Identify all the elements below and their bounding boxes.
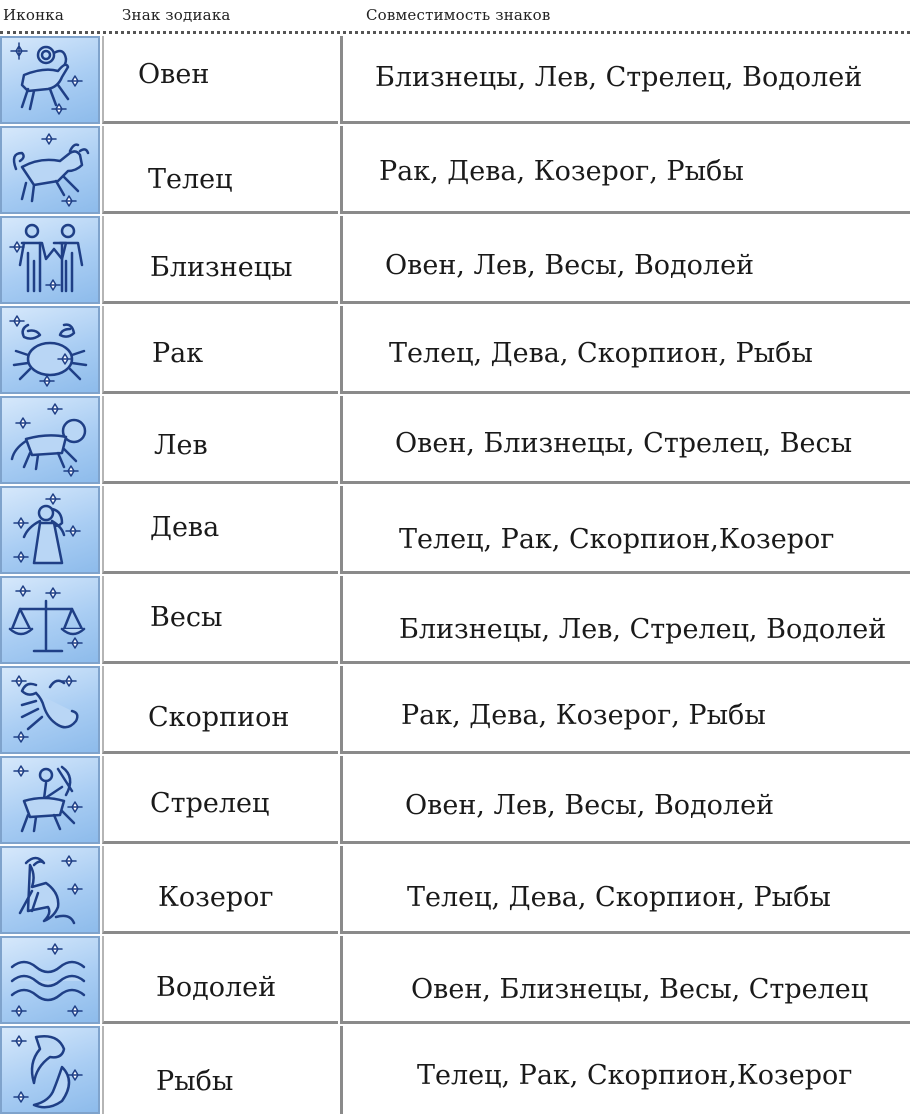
sign-name-cell [102, 216, 338, 304]
compatibility-cell [340, 576, 910, 664]
compatibility-cell [340, 396, 910, 484]
sign-name: Телец [148, 164, 233, 195]
gemini-twins-icon [0, 216, 100, 304]
sign-name: Стрелец [150, 788, 270, 819]
sign-name: Козерог [158, 882, 274, 913]
zodiac-compatibility-table [0, 36, 910, 1114]
sign-name: Овен [138, 59, 210, 90]
sign-name: Близнецы [150, 252, 293, 283]
compatibility-text: Овен, Лев, Весы, Водолей [385, 250, 755, 281]
compatibility-text: Телец, Рак, Скорпион,Козерог [399, 524, 835, 555]
table-row [0, 306, 910, 396]
table-row [0, 36, 910, 126]
column-header-icon: Иконка [3, 6, 65, 24]
compatibility-cell [340, 306, 910, 394]
compatibility-text: Телец, Рак, Скорпион,Козерог [417, 1060, 853, 1091]
compatibility-cell [340, 486, 910, 574]
table-row [0, 846, 910, 936]
sign-name-cell [102, 846, 338, 934]
table-row [0, 396, 910, 486]
sign-name-cell [102, 486, 338, 574]
sign-name-cell [102, 306, 338, 394]
sign-name-cell [102, 756, 338, 844]
table-row [0, 666, 910, 756]
aquarius-waves-icon [0, 936, 100, 1024]
compatibility-text: Рак, Дева, Козерог, Рыбы [379, 156, 744, 187]
table-row [0, 576, 910, 666]
compatibility-cell [340, 36, 910, 124]
virgo-maiden-icon [0, 486, 100, 574]
libra-scales-icon [0, 576, 100, 664]
sign-name-cell [102, 126, 338, 214]
sign-name: Весы [150, 602, 223, 633]
compatibility-text: Овен, Близнецы, Стрелец, Весы [395, 428, 853, 459]
compatibility-cell [340, 126, 910, 214]
capricorn-goat-icon [0, 846, 100, 934]
compatibility-text: Близнецы, Лев, Стрелец, Водолей [399, 614, 887, 645]
table-row [0, 486, 910, 576]
column-header-sign: Знак зодиака [122, 6, 231, 24]
compatibility-cell [340, 756, 910, 844]
sign-name-cell [102, 666, 338, 754]
table-header [0, 0, 910, 34]
aries-ram-icon [0, 36, 100, 124]
compatibility-text: Овен, Близнецы, Весы, Стрелец [411, 974, 869, 1005]
compatibility-text: Близнецы, Лев, Стрелец, Водолей [375, 62, 863, 93]
compatibility-text: Рак, Дева, Козерог, Рыбы [401, 700, 766, 731]
sign-name: Дева [150, 512, 220, 543]
compatibility-cell [340, 936, 910, 1024]
table-row [0, 216, 910, 306]
taurus-bull-icon [0, 126, 100, 214]
sign-name-cell [102, 1026, 338, 1114]
sagittarius-archer-icon [0, 756, 100, 844]
compatibility-text: Телец, Дева, Скорпион, Рыбы [389, 338, 813, 369]
sign-name-cell [102, 396, 338, 484]
compatibility-text: Овен, Лев, Весы, Водолей [405, 790, 775, 821]
sign-name: Скорпион [148, 702, 290, 733]
sign-name-cell [102, 36, 338, 124]
sign-name: Водолей [156, 972, 277, 1003]
column-header-compatibility: Совместимость знаков [366, 6, 551, 24]
sign-name: Рак [152, 338, 204, 369]
compatibility-cell [340, 846, 910, 934]
scorpio-scorpion-icon [0, 666, 100, 754]
sign-name-cell [102, 936, 338, 1024]
leo-lion-icon [0, 396, 100, 484]
sign-name: Рыбы [156, 1066, 234, 1097]
sign-name-cell [102, 576, 338, 664]
cancer-crab-icon [0, 306, 100, 394]
compatibility-cell [340, 216, 910, 304]
table-row [0, 126, 910, 216]
compatibility-cell [340, 1026, 910, 1114]
compatibility-text: Телец, Дева, Скорпион, Рыбы [407, 882, 831, 913]
table-row [0, 936, 910, 1026]
compatibility-cell [340, 666, 910, 754]
pisces-fish-icon [0, 1026, 100, 1114]
table-row [0, 1026, 910, 1114]
sign-name: Лев [154, 430, 208, 461]
table-row [0, 756, 910, 846]
